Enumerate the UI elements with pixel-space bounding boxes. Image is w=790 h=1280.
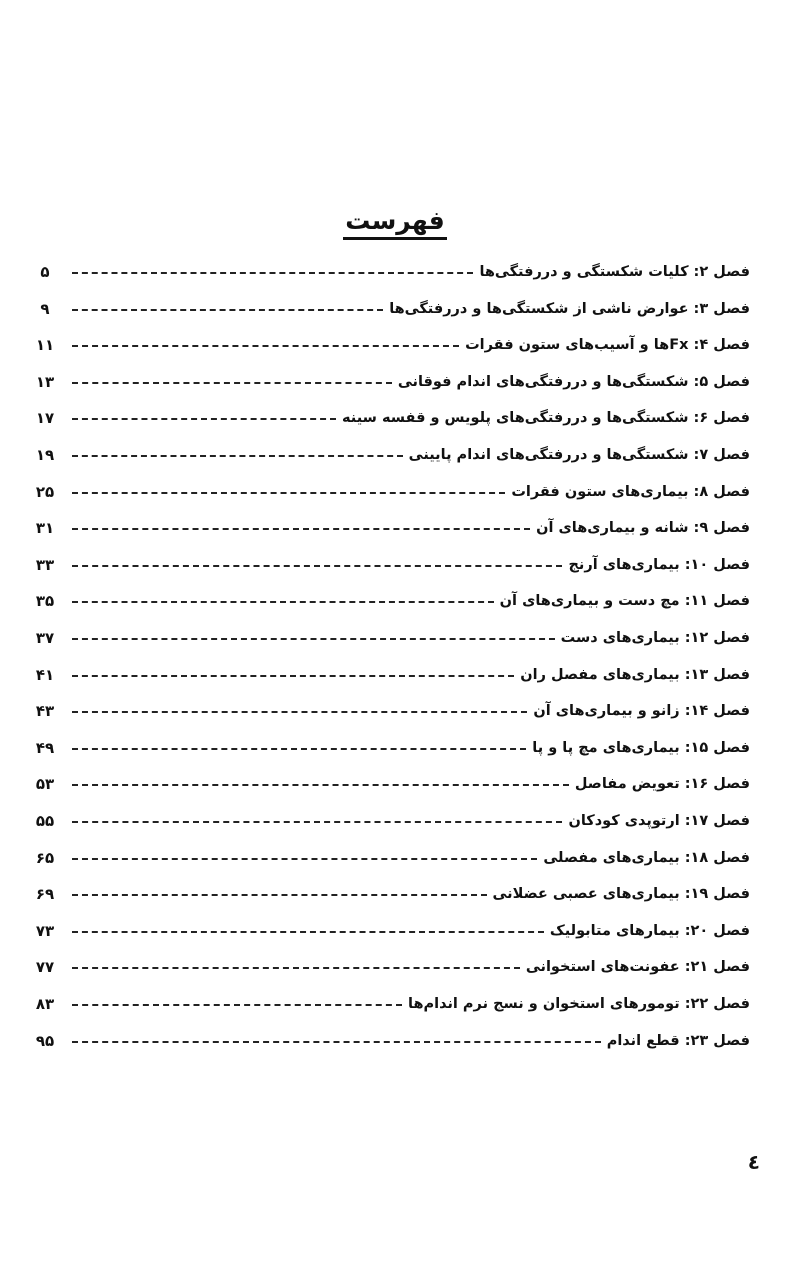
toc-page-number: ۳۵: [35, 592, 55, 611]
toc-dot-leader: [72, 309, 383, 311]
toc-chapter-title: فصل ۱۰: بیماری‌های آرنج: [568, 556, 750, 573]
toc-chapter-title: فصل ۲۱: عفونت‌های استخوانی: [525, 959, 750, 976]
toc-row: [0, 736, 790, 760]
toc-chapter-title: فصل ۷: شکستگی‌ها و دررفتگی‌های اندام پایینی: [408, 447, 750, 463]
toc-page-number: ۹۵: [35, 1031, 55, 1050]
toc-row: [0, 589, 790, 613]
toc-chapter-title: فصل ۱۲: بیماری‌های دست: [560, 630, 750, 646]
toc-row: [0, 406, 790, 430]
toc-page-number: ۴۱: [35, 665, 55, 684]
toc-row: [0, 846, 790, 870]
toc-dot-leader: [72, 638, 555, 640]
toc-page-number: ۵۵: [35, 812, 55, 830]
toc-dot-leader: [72, 382, 392, 384]
toc-row: [0, 663, 790, 687]
toc-dot-leader: [72, 711, 527, 713]
toc-chapter-title: فصل ۶: شکستگی‌ها و دررفتگی‌های پلویس و قفسه سینه: [342, 410, 750, 427]
toc-dot-leader: [72, 601, 494, 603]
toc-row: [0, 297, 790, 321]
toc-row: [0, 955, 790, 979]
toc-row: [0, 480, 790, 504]
toc-chapter-title: فصل ۲: کلیات شکستگی و دررفتگی‌ها: [479, 264, 750, 280]
toc-row: [0, 443, 790, 467]
toc-row: [0, 260, 790, 284]
toc-dot-leader: [72, 418, 336, 420]
toc-chapter-title: فصل ۱۵: بیماری‌های مچ پا و پا: [532, 739, 750, 756]
toc-page-number: ۱۱: [35, 336, 55, 355]
toc-page-number: ۱۹: [35, 446, 55, 464]
toc-page-number: ۷۷: [35, 958, 55, 977]
toc-chapter-title: فصل ۱۷: ارتوپدی کودکان: [568, 813, 750, 829]
toc-dot-leader: [72, 675, 514, 677]
toc-chapter-title: فصل ۱۶: تعویض مفاصل: [574, 776, 750, 793]
toc-page-number: ۳۳: [35, 555, 55, 574]
toc-dot-leader: [72, 784, 569, 786]
toc-page-number: ۷۳: [35, 921, 55, 940]
toc-dot-leader: [72, 748, 526, 750]
toc-chapter-title: فصل ۹: شانه و بیماری‌های آن: [536, 520, 750, 537]
toc-dot-leader: [72, 345, 459, 347]
toc-page-number: ۳۷: [35, 629, 55, 647]
toc-row: [0, 626, 790, 650]
toc-page-number: ۶۵: [35, 848, 55, 867]
toc-row: [0, 882, 790, 906]
toc-chapter-title: فصل ۸: بیماری‌های ستون فقرات: [511, 483, 750, 500]
toc-dot-leader: [72, 821, 562, 823]
toc-chapter-title: فصل ۲۳: قطع اندام: [606, 1032, 750, 1049]
toc-page-number: ۴۳: [35, 702, 55, 721]
toc-row: [0, 809, 790, 833]
toc-row: [0, 919, 790, 943]
toc-page-number: ۲۵: [35, 482, 55, 501]
toc-dot-leader: [72, 492, 505, 494]
toc-dot-leader: [72, 1041, 601, 1043]
toc-row: [0, 1029, 790, 1053]
toc-chapter-title: فصل ۱۴: زانو و بیماری‌های آن: [533, 703, 750, 720]
toc-page-number: ۱۳: [35, 372, 55, 391]
toc-page-number: ۵۳: [35, 775, 55, 794]
toc-row: [0, 370, 790, 394]
toc-row: [0, 772, 790, 796]
toc-page-number: ۹: [40, 299, 50, 318]
toc-dot-leader: [72, 455, 403, 457]
toc-row: [0, 333, 790, 357]
toc-row: [0, 699, 790, 723]
toc-page-number: ۶۹: [35, 885, 55, 904]
toc-dot-leader: [72, 565, 562, 567]
toc-row: [0, 553, 790, 577]
toc-chapter-title: فصل ۱۳: بیماری‌های مفصل ران: [520, 666, 750, 683]
toc-dot-leader: [72, 272, 473, 274]
toc-page-number: ۵: [40, 263, 50, 281]
page-number: ٤: [747, 1150, 760, 1174]
toc-dot-leader: [72, 967, 520, 969]
toc-page-number: ۴۹: [35, 738, 55, 757]
toc-row: [0, 992, 790, 1016]
toc-dot-leader: [72, 1004, 402, 1006]
toc-row: [0, 516, 790, 540]
toc-chapter-title: فصل ۲۲: تومورهای استخوان و نسج نرم اندام‌ها: [408, 996, 750, 1012]
toc-dot-leader: [72, 894, 487, 896]
toc-chapter-title: فصل ۱۱: مچ دست و بیماری‌های آن: [499, 593, 750, 610]
toc-dot-leader: [72, 528, 530, 530]
toc-chapter-title: فصل ۳: عوارض ناشی از شکستگی‌ها و دررفتگی‌ها: [389, 300, 750, 317]
toc-page-number: ۸۳: [35, 995, 55, 1013]
toc-chapter-title: فصل ۵: شکستگی‌ها و دررفتگی‌های اندام فوقانی: [397, 373, 750, 390]
toc-chapter-title: فصل ۴: Fxها و آسیب‌های ستون فقرات: [465, 337, 750, 354]
toc-dot-leader: [72, 858, 537, 860]
toc-chapter-title: فصل ۱۹: بیماری‌های عصبی عضلانی: [492, 886, 750, 903]
toc-dot-leader: [72, 931, 544, 933]
toc-chapter-title: فصل ۱۸: بیماری‌های مفصلی: [543, 849, 750, 866]
toc-chapter-title: فصل ۲۰: بیمارهای متابولیک: [549, 922, 750, 939]
page-title-text: فهرست: [343, 206, 446, 240]
toc-page-number: ۳۱: [35, 519, 55, 538]
toc-page-number: ۱۷: [35, 409, 55, 428]
